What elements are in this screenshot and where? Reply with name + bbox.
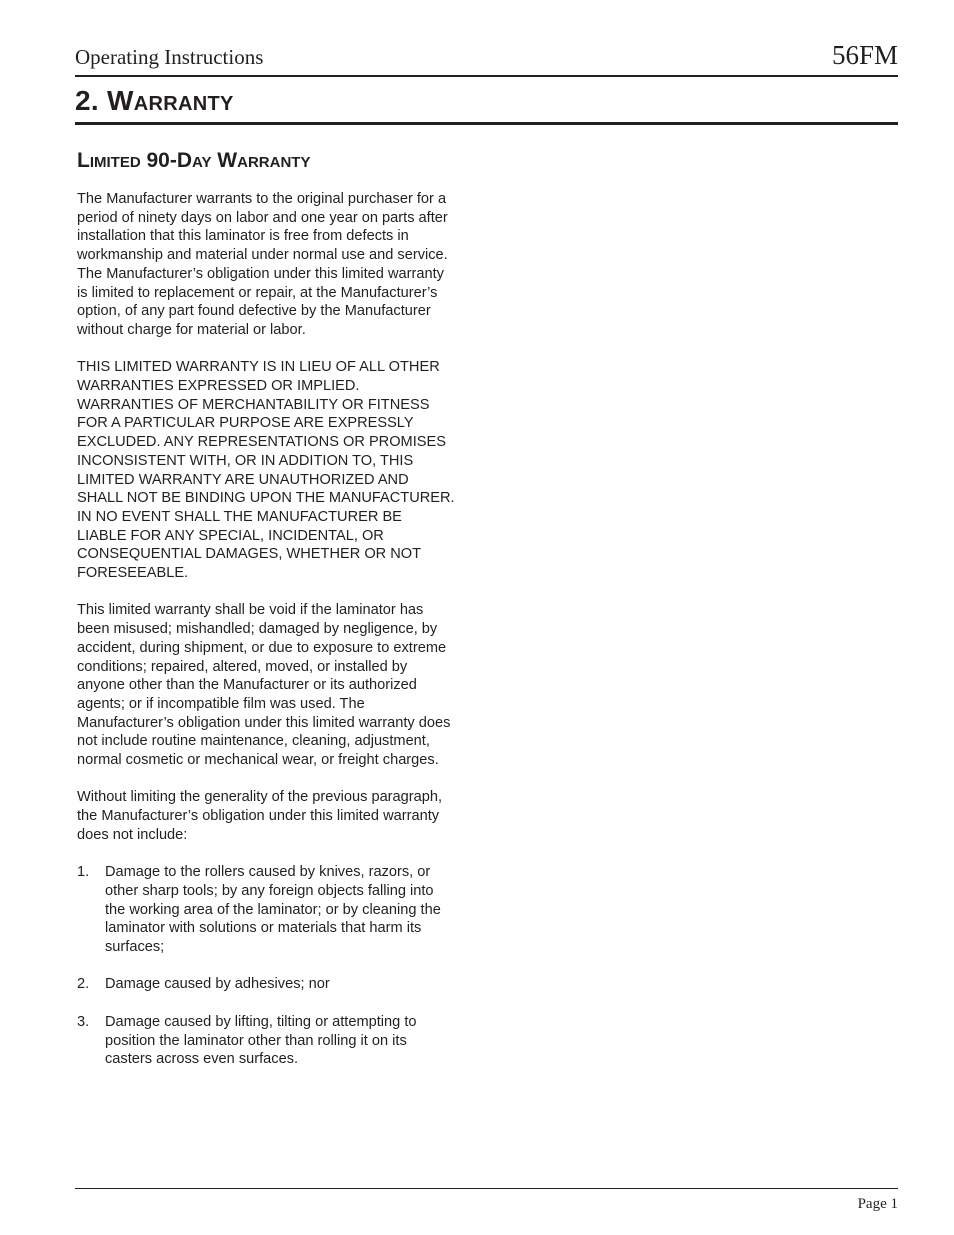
document-title: Operating Instructions bbox=[75, 45, 264, 69]
page-header bbox=[75, 40, 898, 77]
paragraph-disclaimer: THIS LIMITED WARRANTY IS IN LIEU OF ALL OTHER WARRANTIES EXPRESSED OR IMPLIED. WARRANTIES OF MERCHANTABILITY OR FITNESS FOR A PARTICULAR PURPOSE ARE EXPRESSLY EXCLUDED. ANY REPRESENTATIONS OR PROMISES INCONSISTENT WITH, OR IN ADDITION TO, THIS LIMITED WARRANTY ARE UNAUTHORIZED AND SHALL NOT BE BINDING UPON THE MANUFACTURER. IN NO EVENT SHALL THE MANUFACTURER BE LIABLE FOR ANY SPECIAL, INCIDENTAL, OR CONSEQUENTIAL DAMAGES, WHETHER OR NOT FORESEEABLE. bbox=[77, 359, 455, 582]
exclusions-list bbox=[77, 863, 455, 1069]
list-item-number: 3. bbox=[77, 1013, 90, 1030]
list-item-text: Damage caused by adhesives; nor bbox=[105, 976, 330, 993]
list-item bbox=[77, 975, 455, 994]
section-title: 2. Warranty bbox=[75, 85, 898, 125]
list-item bbox=[77, 1013, 455, 1069]
model-number: 56FM bbox=[831, 40, 898, 70]
paragraph-void-conditions: This limited warranty shall be void if the laminator has been misused; mishandled; damaged by negligence, by accident, during shipment, or due to exposure to extreme conditions; repaired, altered, moved, or installed by anyone other than the Manufacturer or its authorized agents; or if incompatible film was used. The Manufacturer’s obligation under this limited warranty does not include routine maintenance, cleaning, adjustment, normal cosmetic or mechanical wear, or freight charges. bbox=[77, 602, 451, 769]
page-footer bbox=[75, 1188, 898, 1212]
paragraph-exclusions-intro: Without limiting the generality of the previous paragraph, the Manufacturer’s obligation under this limited warranty does not include: bbox=[77, 789, 443, 843]
page-number: Page 1 bbox=[857, 1196, 898, 1212]
subsection-title: Limited 90-Day Warranty bbox=[77, 149, 311, 172]
list-item-text: Damage caused by lifting, tilting or attempting to position the laminator other than rolling it on its casters across even surfaces. bbox=[105, 1013, 417, 1068]
list-item-text: Damage to the rollers caused by knives, razors, or other sharp tools; by any foreign objects falling into the working area of the laminator; or by cleaning the laminator with solutions or materials that harm its surfaces; bbox=[105, 864, 441, 956]
list-item-number: 2. bbox=[77, 976, 90, 993]
warranty-body bbox=[77, 190, 455, 1088]
list-item bbox=[77, 863, 455, 957]
list-item-number: 1. bbox=[77, 864, 90, 881]
paragraph-warranty-terms: The Manufacturer warrants to the original purchaser for a period of ninety days on labor and one year on parts after installation that this laminator is free from defects in workmanship and material under normal use and service. The Manufacturer’s obligation under this limited warranty is limited to replacement or repair, at the Manufacturer’s option, of any part found defective by the Manufacturer without charge for material or labor. bbox=[77, 191, 448, 338]
